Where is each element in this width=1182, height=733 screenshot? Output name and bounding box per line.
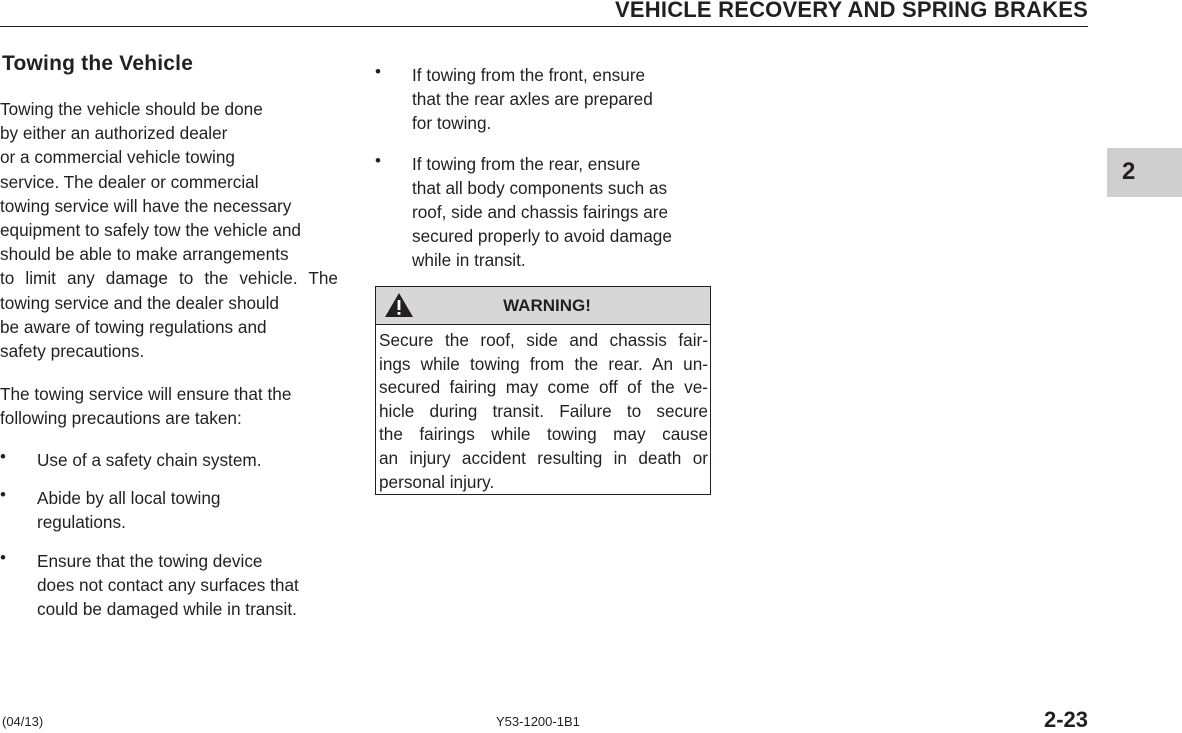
warning-label: WARNING!: [503, 296, 591, 315]
intro-line: to limit any damage to the vehicle. The: [0, 268, 338, 289]
footer-date: (04/13): [2, 714, 44, 729]
list-item-line: secured properly to avoid damage: [412, 226, 672, 247]
warning-line: ings while towing from the rear. An un-: [379, 353, 708, 374]
warning-line: the fairings while towing may cause: [379, 424, 708, 445]
list-item-line: If towing from the rear, ensure: [412, 153, 641, 174]
list-item-line: while in transit.: [412, 250, 526, 271]
footer-page-number: 2-23: [1043, 707, 1088, 732]
intro-line: towing service and the dealer should: [0, 292, 279, 313]
intro-line: be aware of towing regulations and: [0, 316, 267, 337]
list-item-line: Use of a safety chain system.: [37, 450, 262, 470]
list-item-line: could be damaged while in transit.: [37, 599, 297, 620]
list-item-line: for towing.: [412, 113, 492, 134]
precautions-intro-line: following precautions are taken:: [0, 408, 242, 429]
bullet-icon: •: [375, 150, 381, 170]
bullet-icon: •: [0, 485, 6, 505]
header-title: VEHICLE RECOVERY AND SPRING BRAKES: [615, 0, 1088, 22]
section-title: Towing the Vehicle: [2, 52, 194, 75]
list-item-line: regulations.: [37, 512, 126, 533]
warning-line: secured fairing may come off of the ve-: [379, 377, 708, 398]
bullet-icon: •: [0, 547, 6, 567]
bullet-icon: •: [375, 62, 381, 81]
list-item-line: does not contact any surfaces that: [37, 574, 299, 595]
list-item-line: Ensure that the towing device: [37, 550, 263, 571]
list-item: [0, 486, 340, 534]
precautions-intro-line: The towing service will ensure that the: [0, 384, 292, 404]
intro-paragraph: [0, 97, 338, 363]
list-item-line: that all body components such as: [412, 177, 668, 198]
list-item: [0, 448, 340, 472]
precautions-intro-paragraph: [0, 382, 338, 430]
intro-line: or a commercial vehicle towing: [0, 147, 235, 168]
intro-line: service. The dealer or commercial: [0, 171, 259, 192]
warning-line: an injury accident resulting in death or: [379, 447, 708, 468]
intro-line: by either an authorized dealer: [0, 123, 228, 144]
intro-line: should be able to make arrangements: [0, 244, 289, 265]
right-bullet-list: [375, 63, 715, 273]
warning-line: Secure the roof, side and chassis fair-: [379, 330, 708, 350]
header-rule: [0, 26, 1088, 27]
warning-body: [376, 325, 710, 494]
warning-line: personal injury.: [379, 471, 495, 492]
left-bullet-list: [0, 448, 340, 621]
intro-line: towing service will have the necessary: [0, 195, 292, 216]
chapter-tab: [1107, 148, 1182, 197]
bullet-icon: •: [0, 447, 6, 466]
footer-doc-number: Y53-1200-1B1: [496, 714, 580, 729]
list-item: [375, 152, 715, 273]
chapter-number: 2: [1122, 158, 1136, 185]
list-item-line: that the rear axles are prepared: [412, 89, 653, 110]
list-item-line: Abide by all local towing: [37, 488, 221, 509]
list-item: [375, 63, 715, 136]
intro-line: safety precautions.: [0, 341, 145, 362]
list-item-line: roof, side and chassis fairings are: [412, 202, 669, 223]
warning-header: [376, 287, 710, 325]
intro-line: equipment to safely tow the vehicle and: [0, 220, 301, 241]
warning-box: [375, 286, 711, 495]
warning-line: hicle during transit. Failure to secure: [379, 400, 708, 421]
list-item-line: If towing from the front, ensure: [412, 65, 646, 85]
intro-line: Towing the vehicle should be done: [0, 99, 263, 119]
list-item: [0, 549, 340, 622]
